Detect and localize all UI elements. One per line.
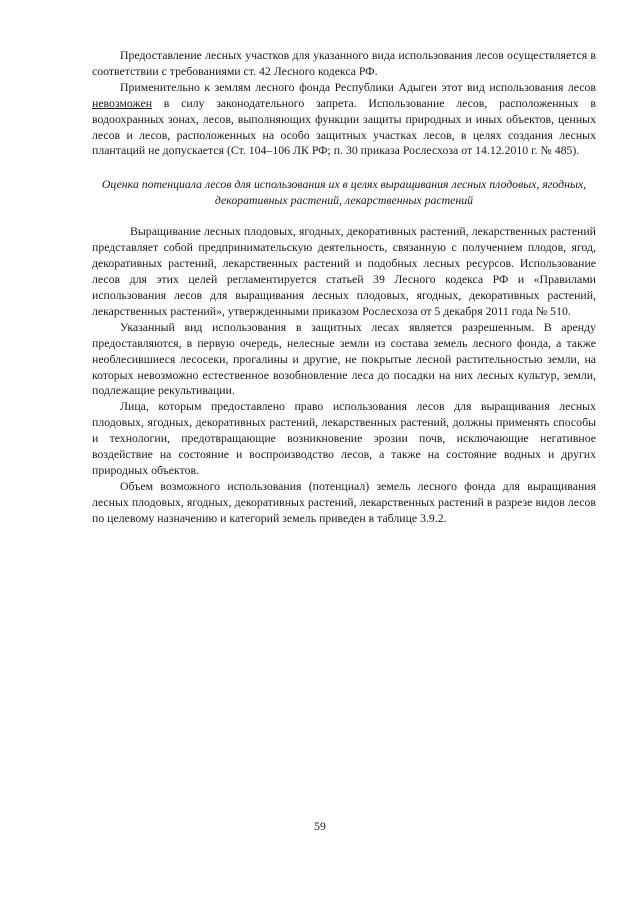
spacer [92, 208, 596, 224]
paragraph-adygea-restriction [92, 80, 596, 160]
paragraph-cultivation-definition: Выращивание лесных плодовых, ягодных, декоративных растений, лекарственных растений представляет собой предпринимательскую деятельность, связанную с получением плодов, ягод, декоративных растений, лекарственных растений и подобных лесных ресурсов. Использование лесов для этих целей регламентируется статьей 39 Лесного кодекса РФ и «Правилами использования лесов для выращивания лесных плодовых, ягодных, декоративных растений, лекарственных растений», утвержденными приказом Рослесхоза от 5 декабря 2011 года № 510. [92, 224, 596, 318]
spacer [92, 159, 596, 177]
section-title: Оценка потенциала лесов для использования их в целях выращивания лесных плодовых, ягодных, декоративных растений, лекарственных растений [101, 177, 587, 207]
paragraph-adygea-after: в силу законодательного запрета. Использование лесов, расположенных в водоохранных зонах, лесов, выполняющих функции защиты природных и иных объектов, ценных лесов и лесов, расположенных на особо защитных участках лесов, в целях создания лесных плантаций не допускается (Ст. 104–106 ЛК РФ; п. 30 приказа Рослесхоза от 14.12.2010 г. № 485). [92, 95, 596, 158]
document-page [92, 48, 596, 527]
paragraph-permitted-use: Указанный вид использования в защитных лесах является разрешенным. В аренду предоставляются, в первую очередь, нелесные земли из состава земель лесного фонда, а также необлесившиеся лесосеки, прогалины и другие, не покрытые лесной растительностью земли, на которых невозможно естественное возобновление леса до посадки на них лесных культур, земли, подлежащие рекультивации. [92, 319, 596, 398]
paragraph-provision: Предоставление лесных участков для указанного вида использования лесов осуществляется в соответствии с требованиями ст. 42 Лесного кодекса РФ. [92, 48, 596, 78]
page-number: 59 [314, 819, 326, 833]
paragraph-potential-volume: Объем возможного использования (потенциал) земель лесного фонда для выращивания лесных плодовых, ягодных, декоративных растений, лекарственных растений в разрезе видов лесов по целевому назначению и категорий земель приведен в таблице 3.9.2. [92, 478, 596, 525]
underlined-word-impossible: невозможен [92, 95, 153, 110]
paragraph-adygea-before: Применительно к землям лесного фонда Республики Адыгеи этот вид использования лесов [120, 79, 596, 94]
paragraph-obligations: Лица, которым предоставлено право использования лесов для выращивания лесных плодовых, ягодных, декоративных растений, лекарственных растений, должны применять способы и технологии, предотвращающие возникновение эрозии почв, исключающие негативное воздействие на состояние и воспроизводство лесов, а также на состояние водных и других природных объектов. [92, 399, 596, 477]
